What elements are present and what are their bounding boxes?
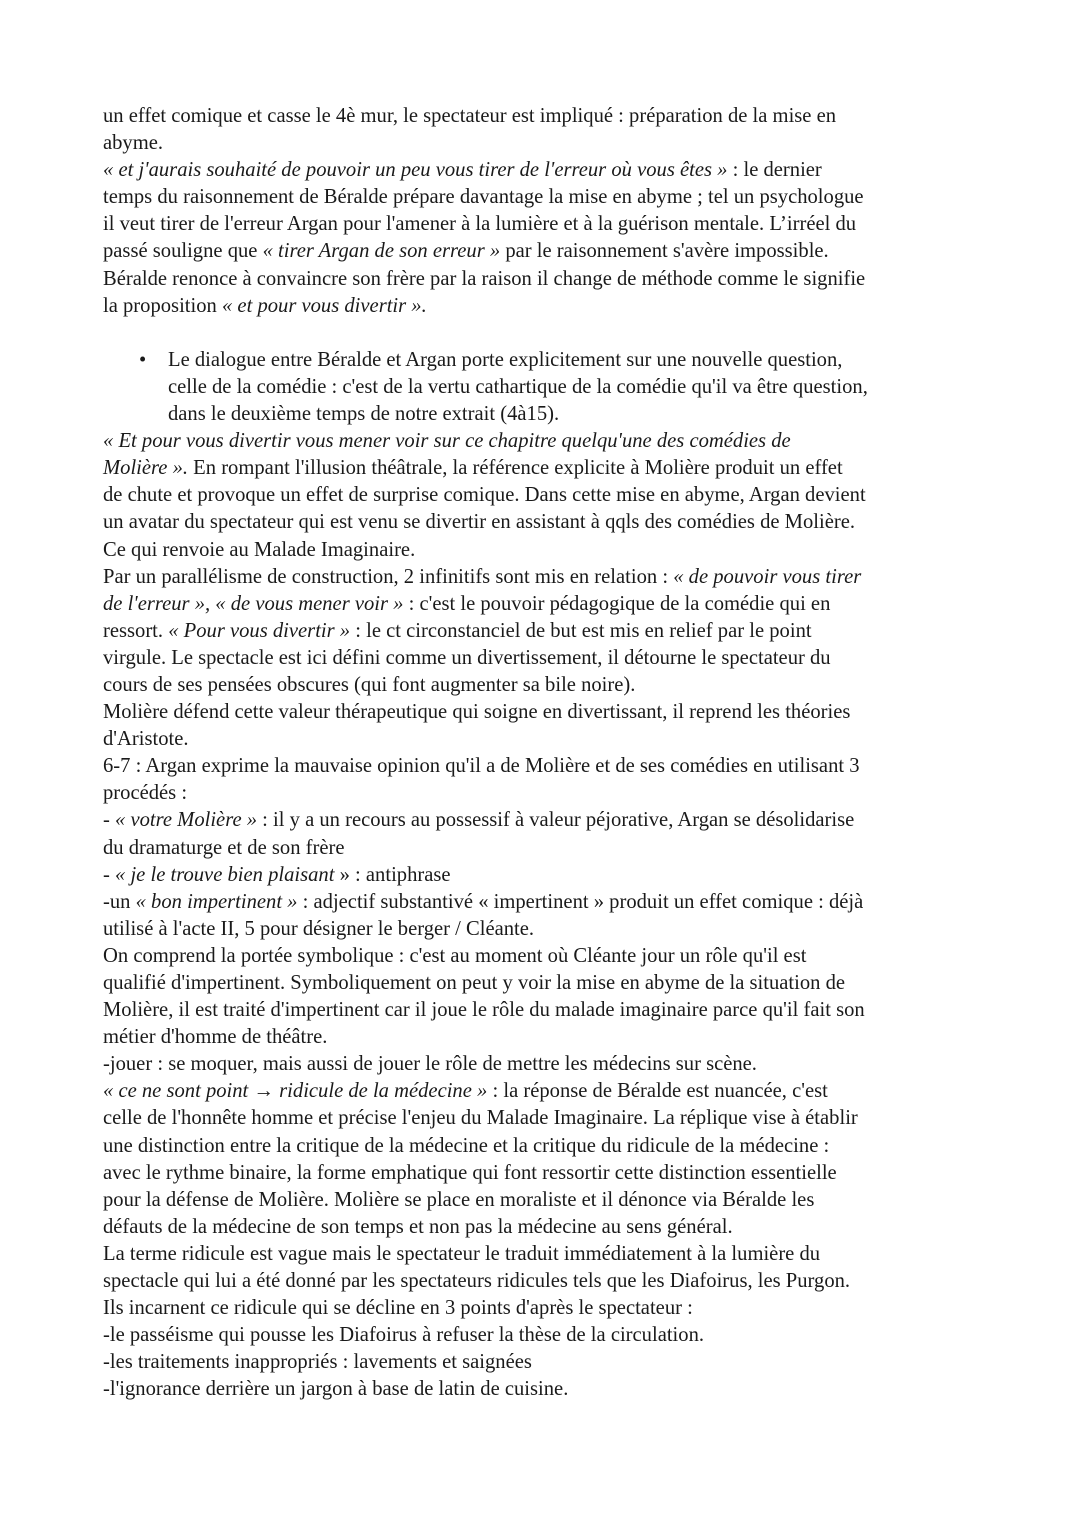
text-run: Béralde renonce à convaincre son frère par la raison il change de méthode comme le signifie [103,267,866,290]
text-line [103,537,983,564]
text-run: temps du raisonnement de Béralde prépare davantage la mise en abyme ; tel un psychologue [103,186,864,209]
text-run: il veut tirer de l'erreur Argan pour l'amener à la lumière et à la guérison mentale. L’irréel du [103,213,857,236]
text-line [103,672,983,699]
text-run: d'Aristote. [103,728,189,751]
text-line [103,916,983,943]
quoted-text: « et j'aurais souhaité de pouvoir un peu vous tirer de l'erreur où vous êtes » [103,159,728,182]
text-run: : le ct circonstanciel de but est mis en relief par le point [350,619,812,642]
text-run: dans le deuxième temps de notre extrait (4à15). [168,403,560,426]
text-line [103,1349,983,1376]
text-run: -l'ignorance derrière un jargon à base de latin de cuisine. [103,1378,569,1401]
text-line [103,374,983,401]
quoted-text: « je le trouve bien plaisant [115,863,335,886]
text-run: celle de l'honnête homme et précise l'enjeu du Malade Imaginaire. La réplique vise à établir [103,1107,858,1130]
text-line [103,726,983,753]
text-line [103,184,983,211]
text-run: du dramaturge et de son frère [103,836,345,859]
document-body [103,103,983,1404]
text-line [103,835,983,862]
text-run: Molière défend cette valeur thérapeutique qui soigne en divertissant, il reprend les théories [103,701,851,724]
text-run: un avatar du spectateur qui est venu se divertir en assistant à qqls des comédies de Molière. [103,511,856,534]
quoted-text: « Et pour vous divertir vous mener voir sur ce chapitre quelqu'une des comédies de [103,430,791,453]
text-run: une distinction entre la critique de la médecine et la critique du ridicule de la médecine : [103,1134,830,1157]
text-run: procédés : [103,782,188,805]
quoted-text: « votre Molière » [115,809,258,832]
text-run: - [103,863,116,886]
text-run: celle de la comédie : c'est de la vertu cathartique de la comédie qu'il va être question, [168,375,868,398]
text-line [103,509,983,536]
text-run: On comprend la portée symbolique : c'est au moment où Cléante jour un rôle qu'il est [103,944,807,967]
text-run: cours de ses pensées obscures (qui font augmenter sa bile noire). [103,673,636,696]
text-run: avec le rythme binaire, la forme emphatique qui font ressortir cette distinction essentielle [103,1161,837,1184]
bullet-icon: • [139,348,147,371]
text-line [103,1078,983,1105]
text-run: Ils incarnent ce ridicule qui se décline en 3 points d'après le spectateur : [103,1297,693,1320]
text-line [103,401,983,428]
text-run: ressort. [103,619,169,642]
text-line [103,753,983,780]
quoted-text: de l'erreur », « de vous mener voir » [103,592,404,615]
text-run: -jouer : se moquer, mais aussi de jouer le rôle de mettre les médecins sur scène. [103,1053,757,1076]
text-line [103,482,983,509]
text-line [103,266,983,293]
text-line [103,1024,983,1051]
text-line [103,1160,983,1187]
quoted-text: « et pour vous divertir ». [221,294,427,317]
text-line [103,699,983,726]
text-run: défauts de la médecine de son temps et non pas la médecine au sens général. [103,1215,733,1238]
text-run: passé souligne que [103,240,263,263]
text-line [103,428,983,455]
text-line [103,1051,983,1078]
quoted-text: « tirer Argan de son erreur » [262,240,501,263]
text-line [103,645,983,672]
text-line [103,807,983,834]
text-line [103,130,983,157]
text-line [103,564,983,591]
text-line [103,455,983,482]
text-line [103,1241,983,1268]
quoted-text: « bon impertinent » [135,890,298,913]
text-line [103,943,983,970]
text-line [103,618,983,645]
quoted-text: « de pouvoir vous tirer [673,565,862,588]
text-run: La terme ridicule est vague mais le spectateur le traduit immédiatement à la lumière du [103,1242,821,1265]
text-line [103,1105,983,1132]
quoted-text: « ce ne sont point → ridicule de la médecine » [103,1080,488,1103]
bullet-line [103,347,983,374]
text-line [103,1268,983,1295]
text-line [103,889,983,916]
text-line [103,780,983,807]
text-run: : la réponse de Béralde est nuancée, c'est [487,1080,828,1103]
text-line [103,157,983,184]
text-run: En rompant l'illusion théâtrale, la référence explicite à Molière produit un effet [188,457,843,480]
text-line [103,997,983,1024]
text-line [103,238,983,265]
text-line [103,103,983,130]
paragraph-gap [103,320,983,347]
text-run: : adjectif substantivé « impertinent » produit un effet comique : déjà [297,890,864,913]
text-line [103,293,983,320]
text-run: Molière, il est traité d'impertinent car il joue le rôle du malade imaginaire parce qu'il fait son [103,999,865,1022]
text-run: -le passéisme qui pousse les Diafoirus à refuser la thèse de la circulation. [103,1324,705,1347]
text-run: pour la défense de Molière. Molière se place en moraliste et il dénonce via Béralde les [103,1188,815,1211]
text-run: virgule. Le spectacle est ici défini comme un divertissement, il détourne le spectateur du [103,646,831,669]
text-run: Par un parallélisme de construction, 2 infinitifs sont mis en relation : [103,565,674,588]
text-run: abyme. [103,132,164,155]
text-run: spectacle qui lui a été donné par les spectateurs ridicules tels que les Diafoirus, les Purgon. [103,1270,851,1293]
text-line [103,1214,983,1241]
text-run: : c'est le pouvoir pédagogique de la comédie qui en [403,592,831,615]
text-run: la proposition [103,294,222,317]
text-run: Ce qui renvoie au Malade Imaginaire. [103,538,416,561]
text-line [103,862,983,889]
text-run: : il y a un recours au possessif à valeur péjorative, Argan se désolidarise [257,809,855,832]
text-run: utilisé à l'acte II, 5 pour désigner le berger / Cléante. [103,917,535,940]
text-run: -un [103,890,136,913]
text-run: » : antiphrase [334,863,451,886]
text-run: -les traitements inappropriés : lavements et saignées [103,1351,532,1374]
text-line [103,1376,983,1403]
text-line [103,591,983,618]
text-run: par le raisonnement s'avère impossible. [500,240,829,263]
text-run: - [103,809,116,832]
quoted-text: Molière ». [103,457,189,480]
text-run: un effet comique et casse le 4è mur, le spectateur est impliqué : préparation de la mise en [103,105,837,127]
text-run: 6-7 : Argan exprime la mauvaise opinion qu'il a de Molière et de ses comédies en utilisant 3 [103,755,860,778]
text-line [103,970,983,997]
text-run: métier d'homme de théâtre. [103,1026,328,1049]
text-run: de chute et provoque un effet de surprise comique. Dans cette mise en abyme, Argan devient [103,484,866,507]
text-line [103,211,983,238]
text-line [103,1295,983,1322]
text-run: Le dialogue entre Béralde et Argan porte explicitement sur une nouvelle question, [168,348,843,371]
text-line [103,1187,983,1214]
text-line [103,1322,983,1349]
text-run: qualifié d'impertinent. Symboliquement on peut y voir la mise en abyme de la situation de [103,972,846,994]
text-run: : le dernier [727,159,822,182]
text-line [103,1133,983,1160]
quoted-text: « Pour vous divertir » [168,619,351,642]
